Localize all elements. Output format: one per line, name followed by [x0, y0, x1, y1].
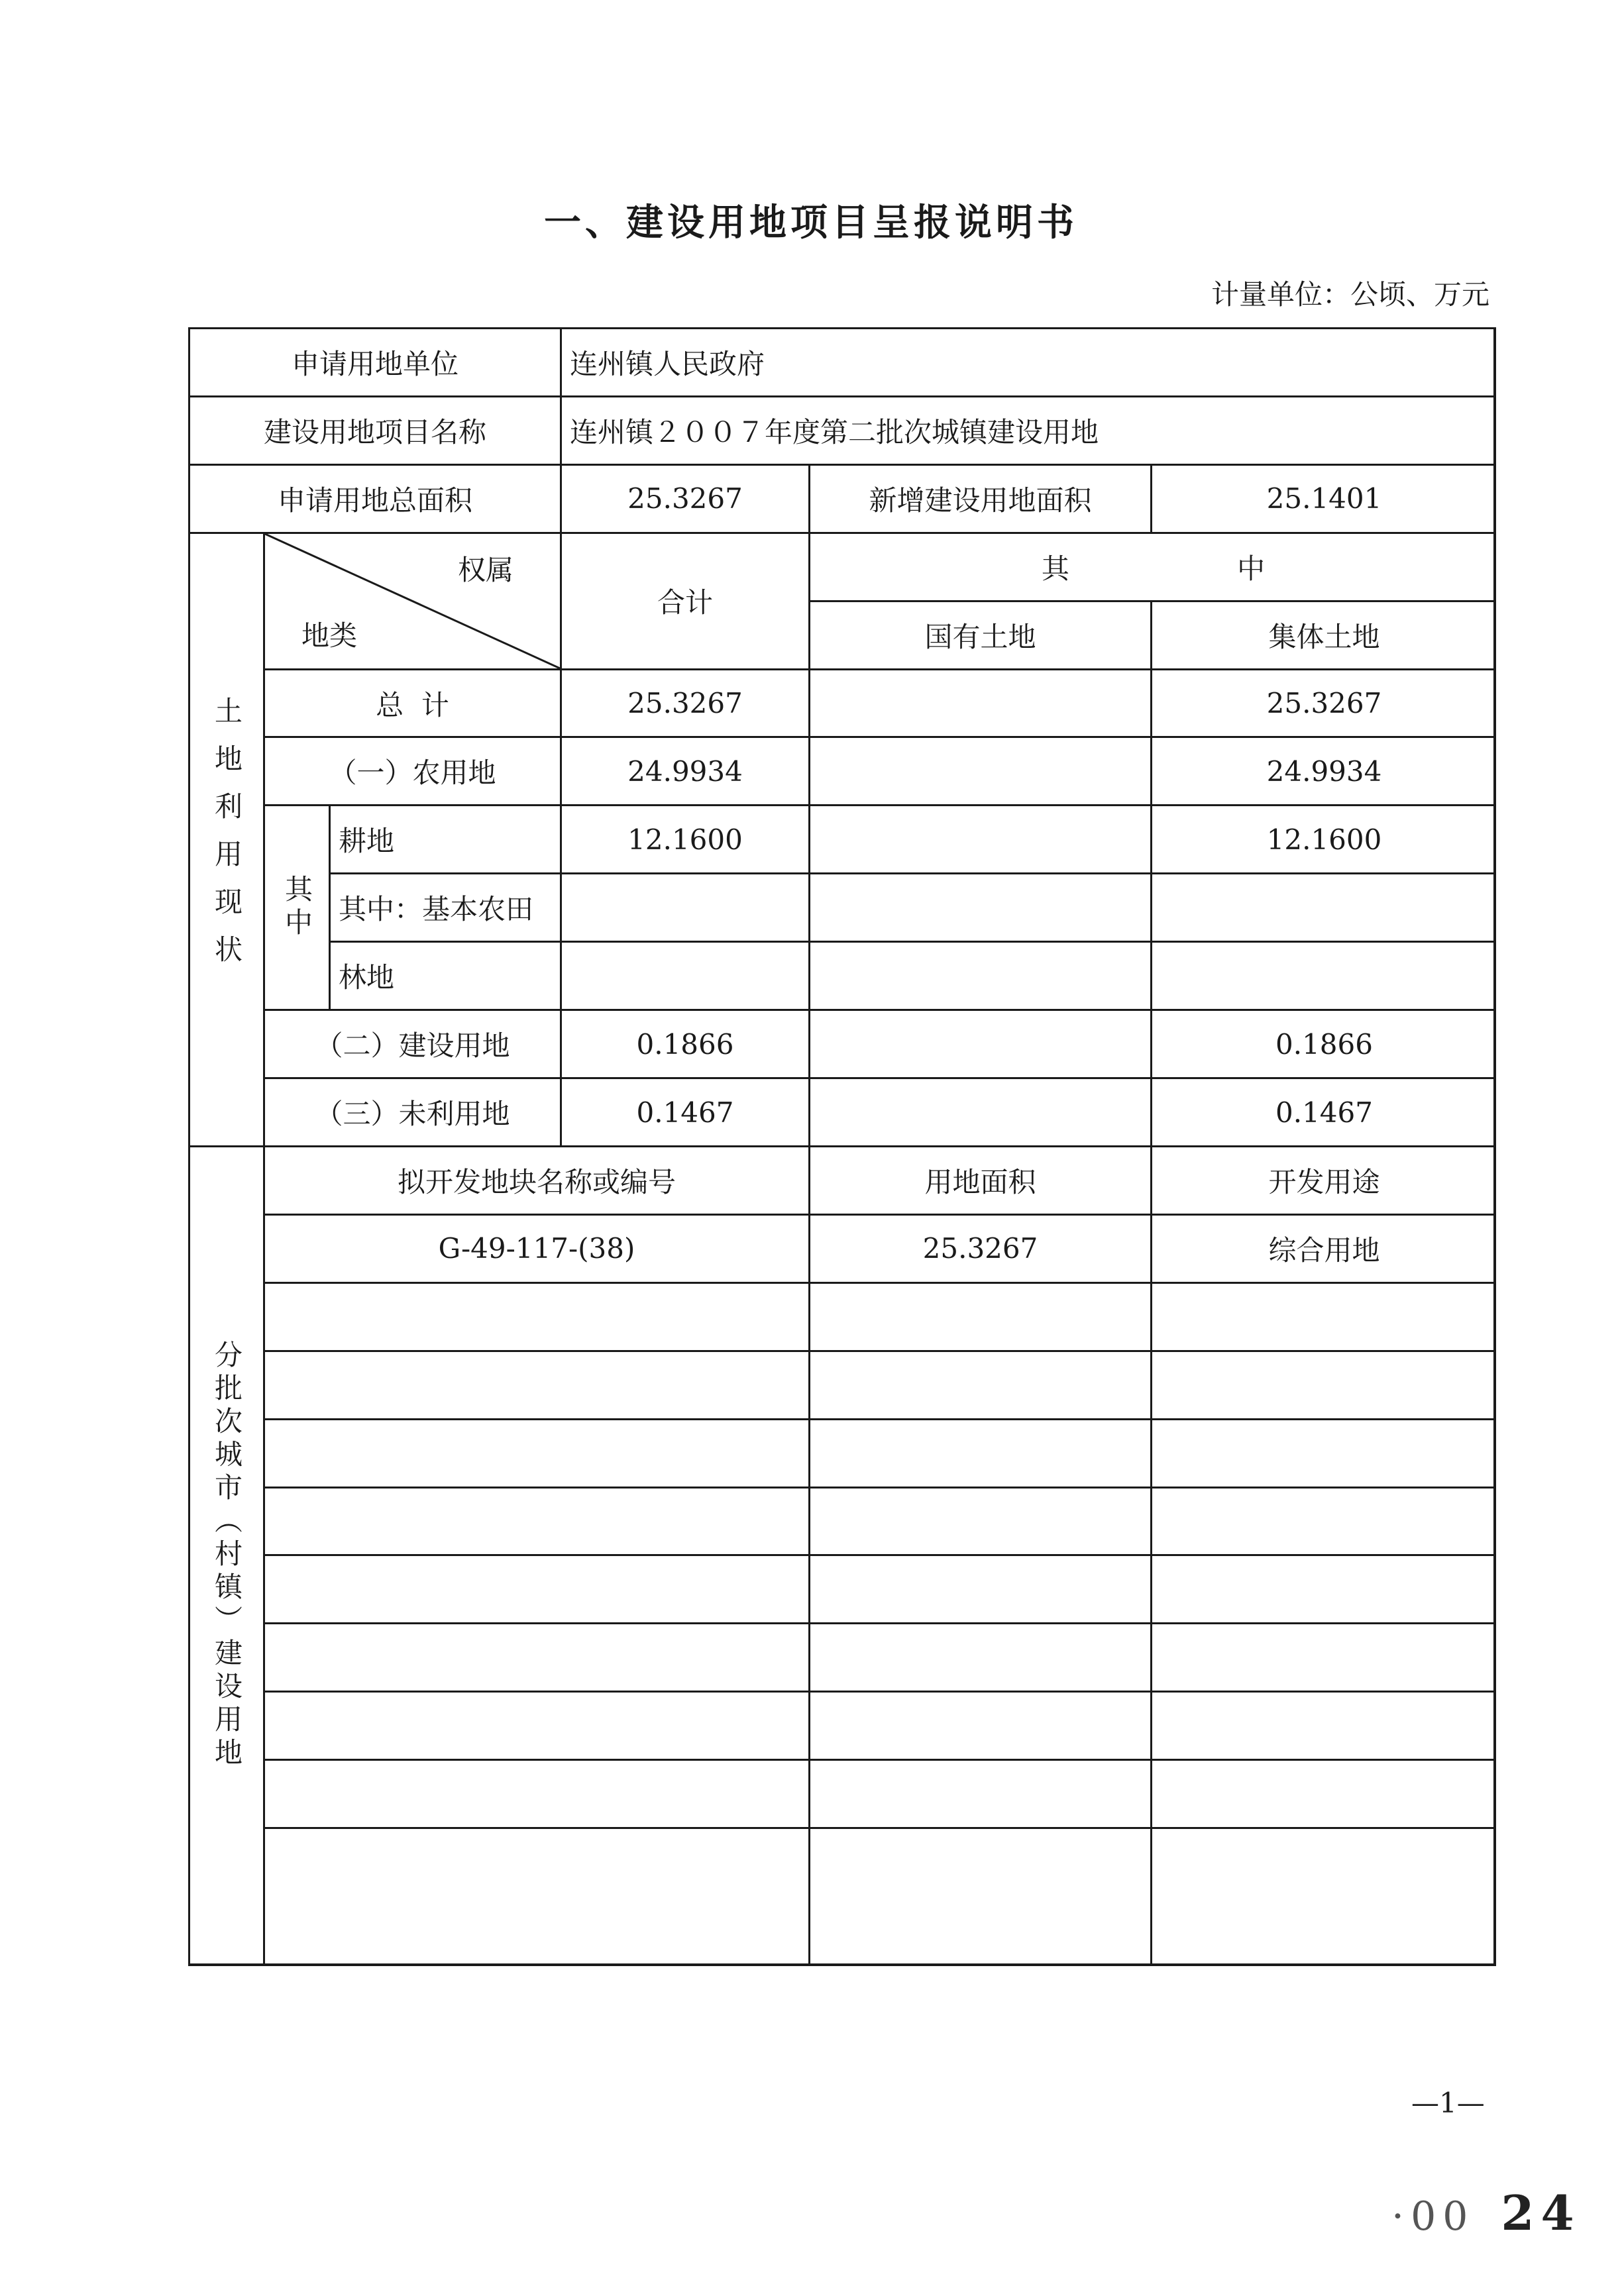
table-row-parcel-use: [1150, 1282, 1496, 1350]
land-status-section-label: 土地利用现状: [188, 532, 263, 1145]
row-construction-state: [808, 1009, 1150, 1077]
row-total-sum: 25.3267: [560, 668, 808, 737]
stamp-text: ·00: [1391, 2193, 1475, 2240]
table-row-parcel-area: [808, 1622, 1150, 1691]
diag-label-landtype: 地类: [301, 619, 358, 652]
table-row-parcel-area: 25.3267: [808, 1214, 1150, 1282]
qizhong-label: 其中: [263, 804, 329, 1009]
table-row-parcel-use: 综合用地: [1150, 1214, 1496, 1282]
row-unused-collective: 0.1467: [1150, 1077, 1496, 1145]
table-row-parcel-use: [1150, 1759, 1496, 1827]
col-parcel-name-header: 拟开发地块名称或编号: [263, 1145, 808, 1214]
row-agri-collective: 24.9934: [1150, 736, 1496, 804]
row-basic-farmland-state: [808, 872, 1150, 941]
table-row-parcel-name: [263, 1350, 808, 1418]
col-among-text: 其 中: [1041, 552, 1345, 585]
col-among-header: [808, 532, 1496, 600]
col-state-header: 国有土地: [808, 600, 1150, 668]
row-arable-collective: 12.1600: [1150, 804, 1496, 872]
table-row-parcel-name: [263, 1827, 808, 1963]
table-row-parcel-name: [263, 1487, 808, 1555]
table-row-parcel-area: [808, 1350, 1150, 1418]
table-row-parcel-name: [263, 1418, 808, 1487]
table-row-parcel-name: [263, 1282, 808, 1350]
row-basic-farmland-collective: [1150, 872, 1496, 941]
row-construction-collective: 0.1866: [1150, 1009, 1496, 1077]
table-row-parcel-area: [808, 1554, 1150, 1622]
row-basic-farmland-label: 其中：基本农田: [329, 872, 560, 941]
applicant-label: 申请用地单位: [188, 327, 560, 395]
total-area-label: 申请用地总面积: [188, 464, 560, 532]
page-number: —1—: [1411, 2087, 1485, 2119]
new-area-label: 新增建设用地面积: [808, 464, 1150, 532]
row-agri-label: （一）农用地: [263, 736, 560, 804]
table-row-parcel-use: [1150, 1691, 1496, 1759]
table-row-parcel-area: [808, 1418, 1150, 1487]
table-row-parcel-name: G-49-117-(38): [263, 1214, 808, 1282]
applicant-value: 连州镇人民政府: [560, 327, 1496, 395]
table-row-parcel-area: [808, 1759, 1150, 1827]
new-area-value: 25.1401: [1150, 464, 1496, 532]
row-arable-sum: 12.1600: [560, 804, 808, 872]
row-unused-label: （三）未利用地: [263, 1077, 560, 1145]
table-row-parcel-name: [263, 1759, 808, 1827]
table-row-parcel-name: [263, 1622, 808, 1691]
batch-section-label: 分批次城市（村镇）建设用地: [188, 1145, 263, 1963]
table-row-parcel-use: [1150, 1554, 1496, 1622]
row-forest-collective: [1150, 941, 1496, 1009]
row-arable-state: [808, 804, 1150, 872]
table-row-parcel-area: [808, 1691, 1150, 1759]
col-total-header: 合计: [560, 532, 808, 668]
page-stamp: [1391, 2185, 1581, 2241]
row-total-collective: 25.3267: [1150, 668, 1496, 737]
row-agri-sum: 24.9934: [560, 736, 808, 804]
table-row-parcel-area: [808, 1282, 1150, 1350]
col-parcel-area-header: 用地面积: [808, 1145, 1150, 1214]
row-total-state: [808, 668, 1150, 737]
table-row-parcel-name: [263, 1691, 808, 1759]
row-construction-sum: 0.1866: [560, 1009, 808, 1077]
row-unused-state: [808, 1077, 1150, 1145]
diag-label-ownership: 权属: [457, 553, 514, 586]
table-row-parcel-use: [1150, 1827, 1496, 1963]
row-forest-state: [808, 941, 1150, 1009]
row-arable-label: 耕地: [329, 804, 560, 872]
unit-note: 计量单位：公顷、万元: [1211, 278, 1489, 311]
row-agri-state: [808, 736, 1150, 804]
row-forest-label: 林地: [329, 941, 560, 1009]
table-row-parcel-use: [1150, 1350, 1496, 1418]
project-label: 建设用地项目名称: [188, 395, 560, 464]
total-area-value: 25.3267: [560, 464, 808, 532]
page-title: 一、建设用地项目呈报说明书: [544, 201, 1078, 244]
col-collective-header: 集体土地: [1150, 600, 1496, 668]
row-unused-sum: 0.1467: [560, 1077, 808, 1145]
stamp-number: 24: [1501, 2185, 1581, 2241]
table-row-parcel-area: [808, 1827, 1150, 1963]
row-total-label: 总 计: [263, 668, 560, 737]
table-row-parcel-use: [1150, 1487, 1496, 1555]
table-row-parcel-area: [808, 1487, 1150, 1555]
row-construction-label: （二）建设用地: [263, 1009, 560, 1077]
table-row-parcel-name: [263, 1554, 808, 1622]
report-table: [188, 327, 1496, 1966]
table-row-parcel-use: [1150, 1418, 1496, 1487]
project-value: 连州镇２００７年度第二批次城镇建设用地: [560, 395, 1496, 464]
col-parcel-use-header: 开发用途: [1150, 1145, 1496, 1214]
table-row-parcel-use: [1150, 1622, 1496, 1691]
row-forest-sum: [560, 941, 808, 1009]
row-basic-farmland-sum: [560, 872, 808, 941]
diagonal-header-cell: [263, 532, 560, 668]
